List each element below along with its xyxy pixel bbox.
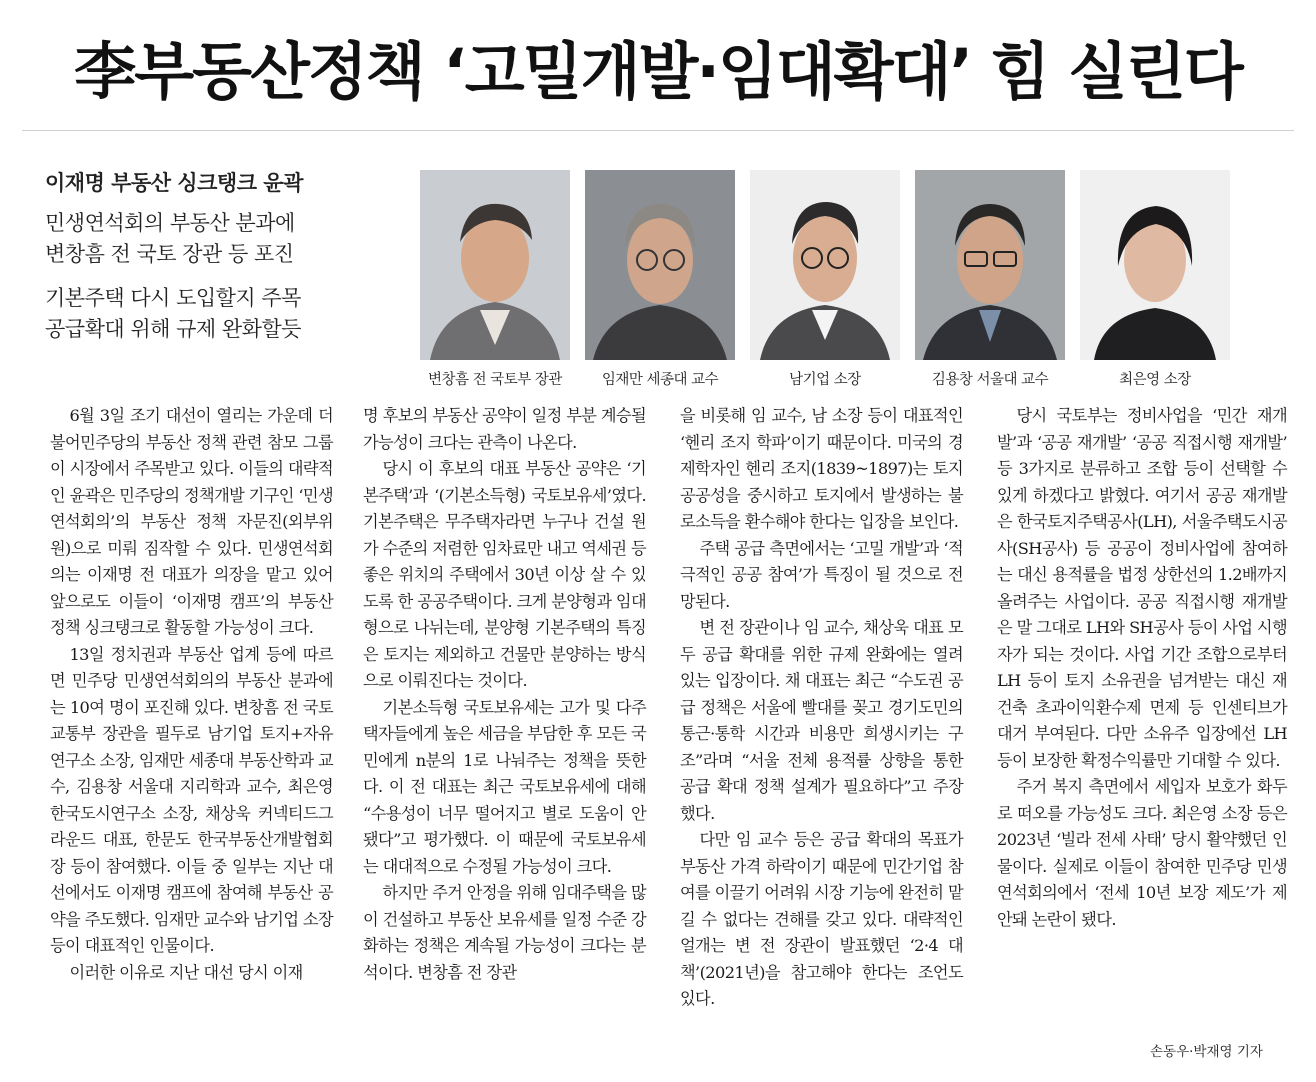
portrait-photo bbox=[585, 170, 735, 360]
portrait-photo bbox=[750, 170, 900, 360]
portrait-row bbox=[420, 170, 1292, 392]
portrait-photo bbox=[915, 170, 1065, 360]
byline: 손동우·박재영 기자 bbox=[1150, 1044, 1263, 1060]
article-paragraph: 하지만 주거 안정을 위해 임대주택을 많이 건설하고 부동산 보유세를 일정 수준 강화하는 정책은 계속될 가능성이 크다는 분석이다. 변창흠 전 장관 bbox=[363, 883, 646, 982]
portrait-card bbox=[585, 170, 735, 389]
article-paragraph: 다만 임 교수 등은 공급 확대의 목표가 부동산 가격 하락이기 때문에 민간기업 참여를 이끌기 어려워 시장 기능에 완전히 맡길 수 없다는 견해를 갖고 있다. 대략적인 얼개는 변 전 장관이 발표했던 ‘2·4 대책’(2021년)을 참고해야 한다는 조언도 있다. bbox=[680, 830, 963, 1008]
article-paragraph: 변 전 장관이나 임 교수, 채상욱 대표 모두 공급 확대를 위한 규제 완화에는 열려 있는 입장이다. 채 대표는 최근 “수도권 공급 정책은 서울에 빨대를 꽂고 경기도민의 통근·통학 시간과 비용만 희생시키는 구조”라며 “서울 전체 용적률 상향을 통한 공급 확대 정책 설계가 필요하다”고 주장했다. bbox=[680, 618, 963, 823]
article-column bbox=[997, 403, 1287, 933]
portrait-photo bbox=[1080, 170, 1230, 360]
article-column bbox=[680, 403, 963, 1013]
article-paragraph: 이러한 이유로 지난 대선 당시 이재 bbox=[69, 962, 303, 982]
article-paragraph: 13일 정치권과 부동산 업계 등에 따르면 민주당 민생연석회의의 부동산 분과에는 10여 명이 포진해 있다. 변창흠 전 국토교통부 장관을 필두로 남기업 토지+자유연구소 소장, 임재만 세종대 부동산학과 교수, 김용창 서울대 지리학과 교수, 최은영 한국도시연구소 소장, 채상욱 커넥티드그라운드 대표, 한문도 한국부동산개발협회장 등이 참여했다. 이들 중 일부는 지난 대선에서도 이재명 캠프에 참여해 부동산 공약을 주도했다. 임재만 교수와 남기업 소장 등이 대표적인 인물이다. bbox=[50, 644, 333, 955]
article-paragraph: 주택 공급 측면에서는 ‘고밀 개발’과 ‘적극적인 공공 참여’가 특징이 될 것으로 전망된다. bbox=[680, 538, 963, 611]
header-rule bbox=[22, 130, 1294, 131]
subheads bbox=[45, 168, 385, 346]
portrait-caption: 김용창 서울대 교수 bbox=[931, 372, 1049, 388]
article-paragraph: 명 후보의 부동산 공약이 일정 부분 계승될 가능성이 크다는 관측이 나온다. bbox=[363, 406, 646, 452]
article-paragraph: 당시 이 후보의 대표 부동산 공약은 ‘기본주택’과 ‘(기본소득형) 국토보유세’였다. 기본주택은 무주택자라면 누구나 건설 원가 수준의 저렴한 임차료만 내고 역세권 등 좋은 위치의 주택에서 30년 이상 살 수 있도록 한 공공주택이다. 크게 분양형과 임대형으로 나뉘는데, 분양형 기본주택의 특징은 토지는 제외하고 건물만 분양하는 방식으로 이뤄진다는 것이다. bbox=[363, 459, 646, 690]
portrait-card bbox=[420, 170, 570, 389]
article-paragraph: 을 비롯해 임 교수, 남 소장 등이 대표적인 ‘헨리 조지 학파’이기 때문이다. 미국의 경제학자인 헨리 조지(1839~1897)는 토지 공공성을 중시하고 토지에서 발생하는 불로소득을 환수해야 한다는 입장을 보인다. bbox=[680, 406, 963, 531]
article-paragraph: 당시 국토부는 정비사업을 ‘민간 재개발’과 ‘공공 재개발’ ‘공공 직접시행 재개발’ 등 3가지로 분류하고 조합 등이 선택할 수 있게 하겠다고 밝혔다. 여기서 공공 재개발은 한국토지주택공사(LH), 서울주택도시공사(SH공사) 등 공공이 정비사업에 참여하는 대신 용적률을 법정 상한선의 1.2배까지 올려주는 사업이다. 공공 직접시행 재개발은 말 그대로 LH와 SH공사 등이 사업 시행자가 되는 것이다. 사업 기간 조합으로부터 LH 등이 토지 소유권을 넘겨받는 대신 재건축 초과이익환수제 면제 등 인센티브가 대거 부여된다. 다만 소유주 입장에선 LH 등이 보장한 확정수익률만 기대할 수 있다. bbox=[997, 406, 1288, 770]
portrait-photo bbox=[420, 170, 570, 360]
portrait-caption: 변창흠 전 국토부 장관 bbox=[428, 372, 562, 388]
article-paragraph: 기본소득형 국토보유세는 고가 및 다주택자들에게 높은 세금을 부담한 후 모든 국민에게 n분의 1로 나눠주는 정책을 뜻한다. 이 전 대표는 최근 국토보유세에 대해 “수용성이 너무 떨어지고 별로 도움이 안 됐다”고 평가했다. 이 때문에 국토보유세는 대대적으로 수정될 가능성이 크다. bbox=[363, 697, 646, 876]
article-column bbox=[363, 403, 646, 986]
portrait-caption: 최은영 소장 bbox=[1119, 372, 1191, 388]
portrait-caption: 임재만 세종대 교수 bbox=[601, 372, 719, 388]
subhead-line: 공급확대 위해 규제 완화할듯 bbox=[45, 317, 301, 341]
portrait-card bbox=[915, 170, 1065, 389]
article-column bbox=[50, 403, 333, 986]
headline: 李부동산정책 ‘고밀개발·임대확대’ 힘 실린다 bbox=[74, 35, 1242, 108]
subhead-line: 민생연석회의 부동산 분과에 bbox=[45, 210, 295, 235]
subhead-line: 변창흠 전 국토 장관 등 포진 bbox=[45, 242, 294, 266]
subhead-lead: 이재명 부동산 싱크탱크 윤곽 bbox=[45, 171, 303, 195]
portrait-card bbox=[1080, 170, 1230, 389]
article-paragraph: 6월 3일 조기 대선이 열리는 가운데 더불어민주당의 부동산 정책 관련 참모 그룹이 시장에서 주목받고 있다. 이들의 대략적인 윤곽은 민주당의 정책개발 기구인 ‘민생연석회의’의 부동산 정책 자문진(외부위원)으로 미뤄 짐작할 수 있다. 민생연석회의는 이재명 전 대표가 의장을 맡고 있어 앞으로도 이들이 ‘이재명 캠프’의 부동산 정책 싱크탱크로 활동할 가능성이 크다. bbox=[50, 406, 333, 637]
portrait-card bbox=[750, 170, 900, 389]
subhead-line: 기본주택 다시 도입할지 주목 bbox=[45, 285, 301, 310]
article-paragraph: 주거 복지 측면에서 세입자 보호가 화두로 떠오를 가능성도 크다. 최은영 소장 등은 2023년 ‘빌라 전세 사태’ 당시 활약했던 인물이다. 실제로 이들이 참여한 민주당 민생연석회의에서 ‘전세 10년 보장 제도’가 제안돼 논란이 됐다. bbox=[997, 777, 1287, 929]
portrait-caption: 남기업 소장 bbox=[789, 372, 861, 388]
